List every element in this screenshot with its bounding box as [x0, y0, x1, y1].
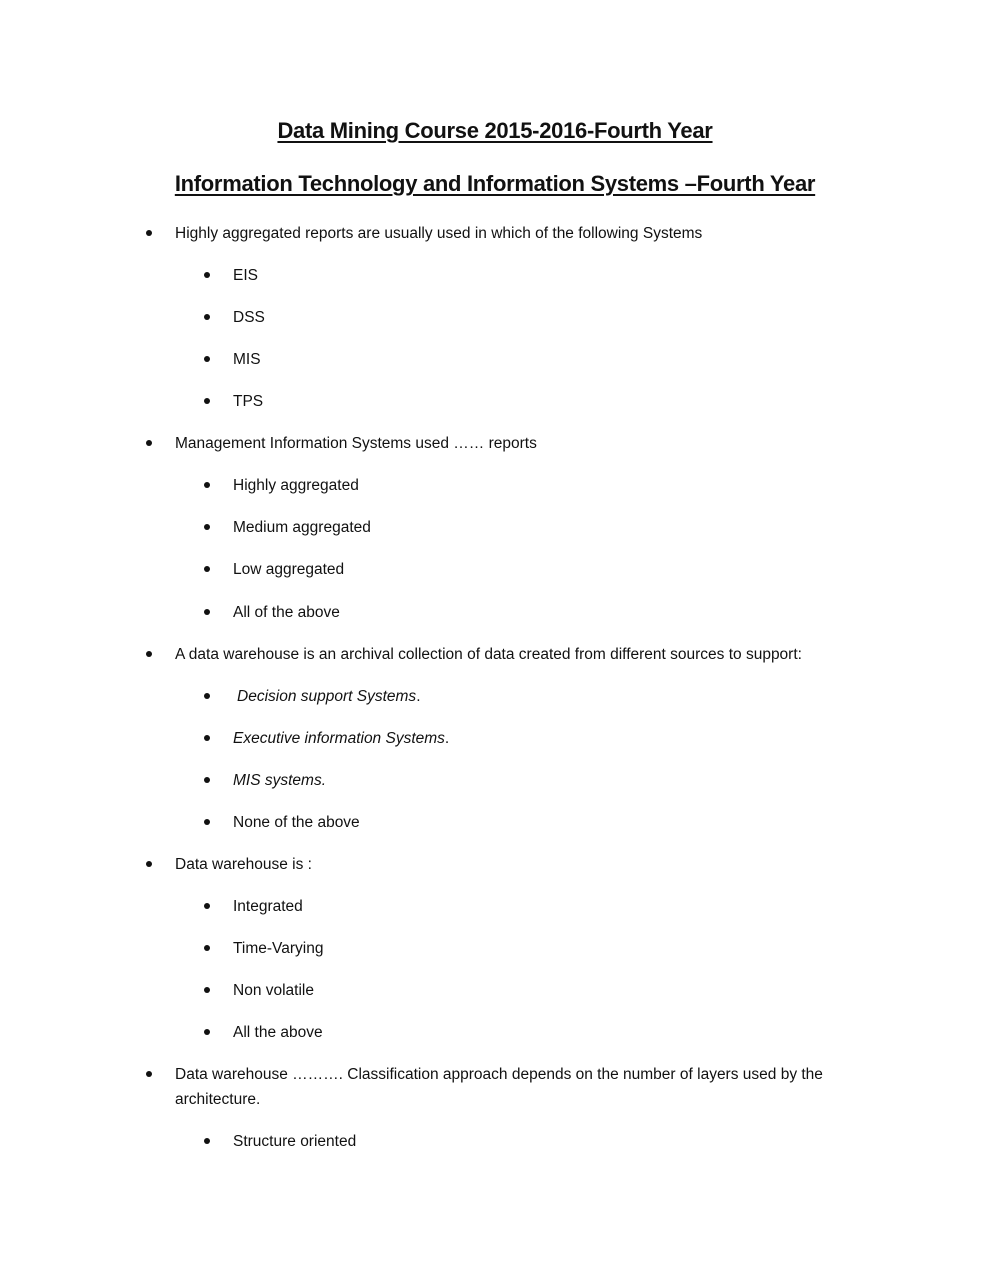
option-text: Low aggregated	[233, 561, 345, 578]
bullet-icon	[203, 810, 211, 835]
option-text: Highly aggregated	[233, 477, 359, 494]
bullet-icon	[203, 1020, 211, 1045]
bullet-icon	[203, 347, 211, 372]
bullet-icon	[145, 852, 153, 877]
bullet-icon	[203, 305, 211, 330]
bullet-icon	[203, 557, 211, 582]
option-text: DSS	[233, 309, 265, 326]
bullet-icon	[203, 978, 211, 1003]
bullet-icon	[203, 515, 211, 540]
question-text: A data warehouse is an archival collection of data created from different sources to support:	[175, 646, 802, 663]
option-text: MIS	[233, 351, 261, 368]
bullet-icon	[203, 936, 211, 961]
option-italic-text: Decision support Systems	[237, 688, 417, 705]
option-text	[237, 684, 421, 709]
document-subtitle: Information Technology and Information Systems –Fourth Year	[174, 171, 816, 196]
option-text: None of the above	[233, 814, 360, 831]
bullet-icon	[203, 726, 211, 751]
bullet-icon	[203, 768, 211, 793]
option-suffix: .	[416, 688, 421, 705]
option-text: All of the above	[233, 604, 340, 621]
option-text	[233, 726, 449, 751]
bullet-icon	[145, 221, 153, 246]
option-text: Structure oriented	[233, 1133, 357, 1150]
option-text: Time-Varying	[233, 940, 324, 957]
bullet-icon	[203, 894, 211, 919]
option-text: EIS	[233, 267, 258, 284]
bullet-icon	[203, 1129, 211, 1154]
option-text: TPS	[233, 393, 264, 410]
option-text: Medium aggregated	[233, 519, 371, 536]
bullet-icon	[203, 389, 211, 414]
bullet-icon	[203, 600, 211, 625]
bullet-icon	[203, 263, 211, 288]
option-text: Integrated	[233, 898, 303, 915]
document-title: Data Mining Course 2015-2016-Fourth Year	[277, 118, 713, 143]
bullet-icon	[145, 642, 153, 667]
option-text: Non volatile	[233, 982, 314, 999]
bullet-icon	[145, 431, 153, 456]
bullet-icon	[203, 684, 211, 709]
question-text: Highly aggregated reports are usually used in which of the following Systems	[175, 225, 703, 242]
bullet-icon	[203, 473, 211, 498]
question-text: Data warehouse ………. Classification approach depends on the number of layers used by the architecture.	[175, 1066, 823, 1108]
bullet-icon	[145, 1062, 153, 1087]
option-text: MIS systems.	[233, 772, 327, 789]
option-text: All the above	[233, 1024, 323, 1041]
option-italic-text: Executive information Systems	[233, 730, 445, 747]
question-text: Data warehouse is :	[175, 856, 312, 873]
question-text: Management Information Systems used …… reports	[175, 435, 537, 452]
option-suffix: .	[444, 730, 450, 747]
